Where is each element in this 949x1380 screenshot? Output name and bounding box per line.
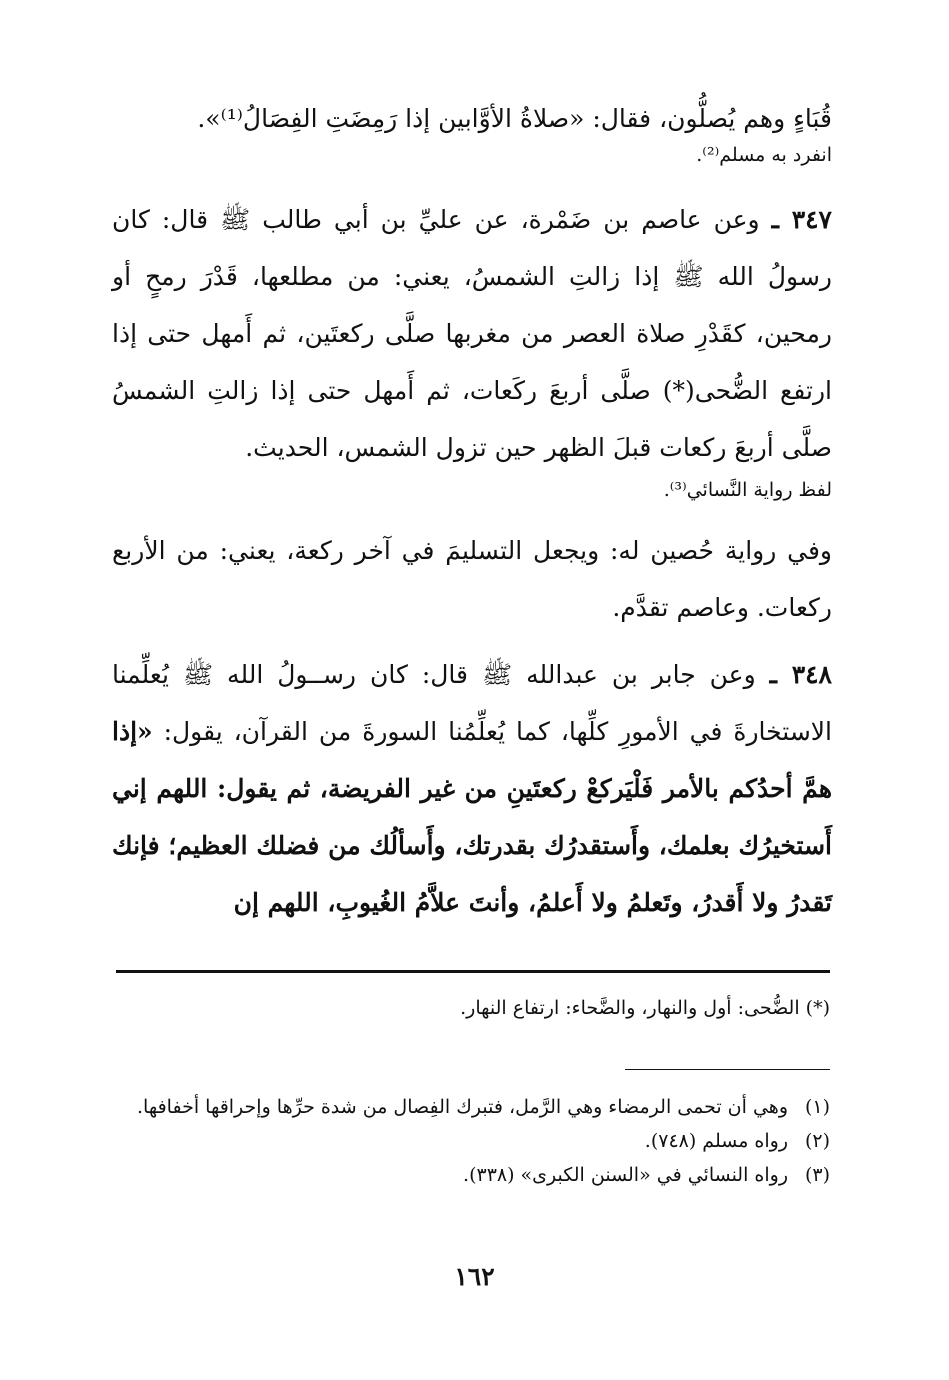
paragraph-husayn [112,522,832,636]
hadith-number: ٣٤٨ ـ [769,660,832,689]
footnote-number: (٢) [804,1130,830,1152]
hadith-intro: وعن جابر بن عبدالله ﷺ قال: كان رســولُ الله ﷺ يُعلِّمنا الاستخارةَ في الأمورِ كلِّها، كما يُعلِّمُنا السورةَ من القرآن، يقول: [112,660,832,746]
hadith-number: ٣٤٧ ـ [771,205,832,234]
source-note-text: انفرد به مسلم⁽²⁾. [696,144,832,166]
star-footnote [119,993,830,1023]
footnote-1 [119,1090,830,1124]
footnote-number: (١) [804,1096,830,1118]
main-text [112,90,832,931]
footnote-divider-short [625,1069,830,1070]
footnote-divider [116,970,830,973]
page-number: ١٦٢ [454,1262,495,1291]
paragraph-text: وفي رواية حُصين له: ويجعل التسليمَ في آخر ركعة، يعني: من الأربع ركعات. وعاصم تقدَّم. [112,536,832,622]
footnote-2 [119,1124,830,1158]
page-body [112,90,832,931]
footnote-text: وهي أن تحمى الرمضاء وهي الرَّمل، فتبرك الفِصال من شدة حرِّها وإحراقها أخفافها. [137,1096,788,1118]
opening-text: قُبَاءٍ وهم يُصلُّون، فقال: «صلاةُ الأوَّابين إذا رَمِضَتِ الفِصَالُ⁽¹⁾». [197,104,832,133]
star-footnote-text: (*) الضُّحى: أول والنهار، والضَّحاء: ارتفاع النهار. [460,997,830,1019]
footnote-3 [119,1158,830,1192]
footnote-text: رواه النسائي في «السنن الكبرى» (٣٣٨). [463,1164,788,1186]
hadith-347 [112,191,832,476]
footnote-text: رواه مسلم (٧٤٨). [644,1130,788,1152]
footnote-number: (٣) [804,1164,830,1186]
hadith-348 [112,646,832,931]
hadith-quote: «إذا همَّ أحدُكم بالأمر فَلْيَركعْ ركعتَينِ من غير الفريضة، ثم يقول: اللهم إني أَستخيرُك بعلمك، وأَستقدرُك بقدرتك، وأَسألُك من فضلك العظيم؛ فإنك تَقدرُ ولا أَقدرُ، وتَعلمُ ولا أَعلمُ، وأنتَ علاَّمُ الغُيوبِ، اللهم إن [112,717,833,917]
source-note-nasai [112,472,832,508]
source-note-text: لفظ رواية النَّسائي⁽³⁾. [663,479,832,501]
hadith-text: وعن عاصم بن ضَمْرة، عن عليِّ بن أبي طالب ﷺ قال: كان رسولُ الله ﷺ إذا زالتِ الشمسُ، يعني: من مطلعها، قَدْرَ رمحٍ أو رمحين، كقَدْرِ صلاة العصر من مغربها صلَّى ركعتَين، ثم أَمهل حتى إذا ارتفع الضُّحى(*) صلَّى أربعَ ركَعات، ثم أَمهل حتى إذا زالتِ الشمسُ صلَّى أربعَ ركعات قبلَ الظهر حين تزول الشمس، الحديث. [112,205,832,462]
footnotes [119,1090,830,1192]
